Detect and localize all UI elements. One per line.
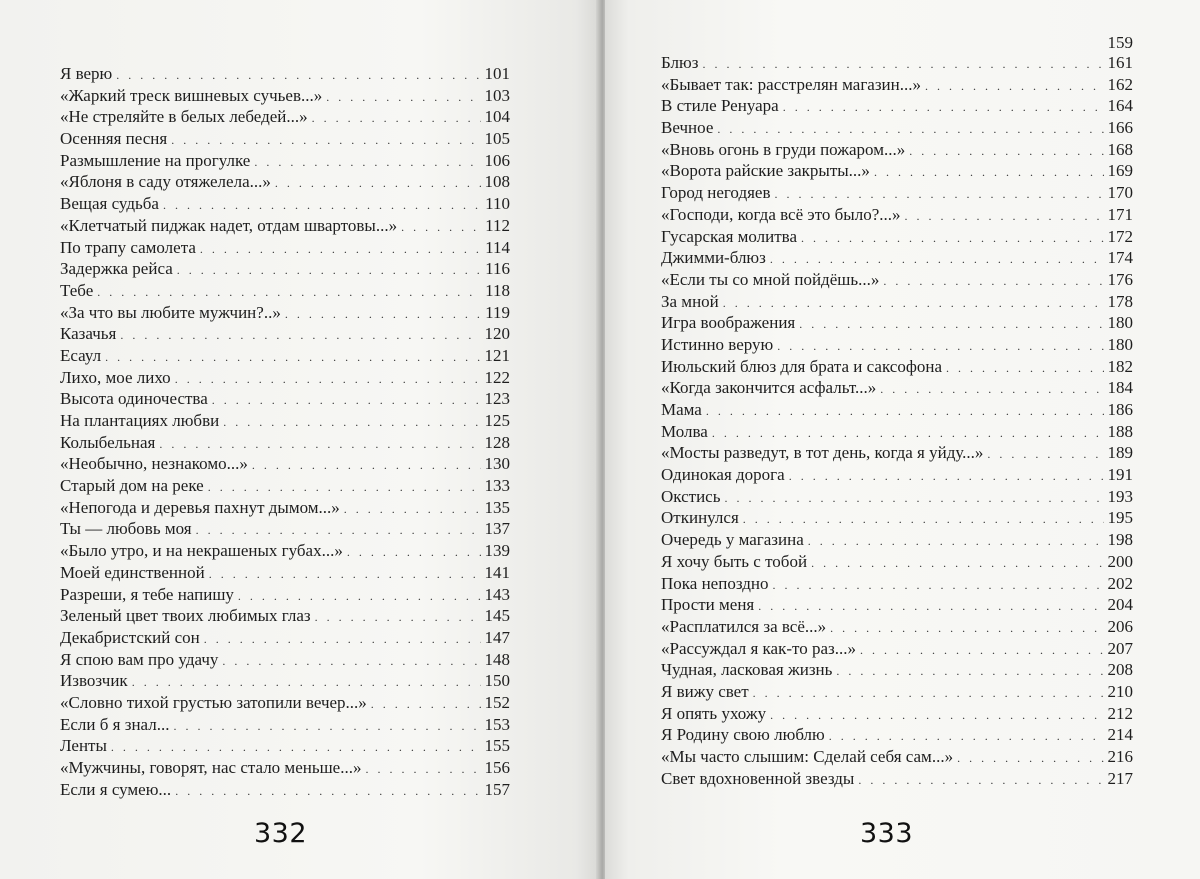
- toc-entry: [661, 291, 1133, 313]
- toc-leader-dots: [723, 293, 1104, 315]
- toc-entry-title: Старый дом на реке: [60, 476, 204, 496]
- toc-entry-page: 133: [484, 476, 510, 496]
- toc-entry-title: В стиле Ренуара: [661, 96, 779, 116]
- toc-entry: [661, 573, 1133, 595]
- toc-entry-title: «Жаркий треск вишневых сучьев...»: [60, 85, 323, 105]
- toc-entry: [661, 52, 1133, 74]
- toc-entry-page: 103: [484, 85, 510, 105]
- toc-entry-page: 112: [485, 215, 510, 235]
- toc-entry-page: 202: [1107, 573, 1133, 593]
- toc-entry: [60, 692, 510, 714]
- toc-entry-page: 193: [1107, 486, 1133, 506]
- toc-entry-title: Я верю: [60, 64, 113, 83]
- toc-entry-page: 210: [1107, 681, 1133, 701]
- toc-entry: [60, 150, 510, 172]
- toc-leader-dots: [223, 412, 480, 434]
- toc-entry-page: 130: [484, 454, 510, 474]
- toc-entry: [661, 594, 1133, 616]
- toc-leader-dots: [909, 141, 1103, 163]
- toc-entry-title: Казачья: [60, 324, 117, 344]
- toc-entry-page: 186: [1107, 400, 1133, 419]
- toc-entry: [661, 247, 1133, 269]
- toc-entry-page: 120: [484, 324, 510, 344]
- toc-entry-title: Я вижу свет: [661, 681, 749, 701]
- toc-entry-title: Разреши, я тебе напишу: [60, 584, 234, 604]
- toc-entry-title: Тебе: [60, 280, 94, 300]
- toc-leader-dots: [724, 488, 1103, 510]
- toc-entry-page: 101: [484, 64, 510, 83]
- toc-entry-page: 153: [484, 714, 510, 734]
- toc-entry-title: «Расплатился за всё...»: [661, 616, 827, 636]
- toc-entry-page: 200: [1107, 551, 1133, 571]
- toc-entry-page: 172: [1107, 226, 1133, 246]
- toc-entry-page: 189: [1107, 443, 1133, 463]
- toc-entry-page: 108: [484, 172, 510, 192]
- toc-entry: [60, 432, 510, 454]
- toc-leader-dots: [344, 499, 481, 521]
- toc-entry: [60, 345, 510, 367]
- toc-entry: [661, 160, 1133, 182]
- toc-entry-page: 180: [1107, 334, 1133, 354]
- toc-entry-page: 178: [1107, 291, 1133, 311]
- toc-entry-page: 139: [484, 541, 510, 561]
- toc-entry-page: 143: [484, 584, 510, 604]
- toc-continuation-page: 159: [1107, 33, 1133, 52]
- toc-entry: [60, 193, 510, 215]
- toc-entry-title: Моей единственной: [60, 562, 205, 582]
- toc-entry-title: Истинно верую: [661, 334, 774, 354]
- toc-entry-title: Если я сумею...: [60, 779, 172, 799]
- toc-leader-dots: [743, 509, 1104, 531]
- toc-entry: [60, 258, 510, 280]
- toc-entry: [661, 638, 1133, 660]
- toc-entry: [661, 442, 1133, 464]
- toc-entry: [60, 562, 510, 584]
- toc-entry-page: 207: [1107, 638, 1133, 658]
- toc-entry-title: Колыбельная: [60, 432, 156, 452]
- toc-leader-dots: [371, 694, 481, 716]
- toc-entry-title: Игра воображения: [661, 313, 796, 333]
- toc-leader-dots: [858, 770, 1103, 792]
- toc-leader-dots: [830, 618, 1103, 640]
- toc-entry-page: 216: [1107, 747, 1133, 766]
- toc-entry-title: Если б я знал...: [60, 714, 170, 734]
- toc-entry-title: За мной: [661, 291, 719, 311]
- toc-entry-page: 214: [1107, 725, 1133, 745]
- toc-leader-dots: [209, 564, 481, 586]
- toc-entry-title: Окстись: [661, 486, 721, 506]
- toc-leader-dots: [753, 683, 1104, 705]
- toc-entry-title: По трапу самолета: [60, 237, 196, 257]
- toc-entry-title: Я спою вам про удачу: [60, 649, 219, 669]
- toc-leader-dots: [880, 379, 1103, 401]
- toc-entry-title: Город негодяев: [661, 183, 771, 203]
- toc-leader-dots: [365, 759, 480, 781]
- toc-entry-page: 182: [1107, 356, 1133, 376]
- toc-entry-page: 191: [1107, 465, 1133, 485]
- toc-entry: [60, 649, 510, 671]
- toc-entry-title: «За что вы любите мужчин?..»: [60, 302, 281, 322]
- toc-entry: [60, 605, 510, 627]
- toc-leader-dots: [717, 119, 1103, 141]
- toc-entry: [661, 529, 1133, 551]
- toc-entry: [661, 356, 1133, 378]
- toc-entry-title: «Господи, когда всё это было?...»: [661, 204, 901, 224]
- toc-entry: [661, 399, 1133, 421]
- toc-entry-page: 125: [484, 411, 510, 430]
- toc-entry-title: Блюз: [661, 53, 699, 72]
- toc-entry-page: 176: [1107, 269, 1133, 289]
- toc-leader-dots: [801, 228, 1103, 250]
- toc-leader-dots: [860, 640, 1104, 662]
- toc-entry: [661, 334, 1133, 356]
- toc-entry: [60, 388, 510, 410]
- toc-leader-dots: [120, 325, 480, 347]
- toc-entry: [60, 714, 510, 736]
- toc-entry-title: Осенняя песня: [60, 129, 168, 149]
- toc-entry: [661, 507, 1133, 529]
- toc-entry-page: 121: [484, 345, 510, 365]
- toc-entry: [60, 280, 510, 302]
- toc-entry-page: 217: [1107, 768, 1133, 788]
- toc-entry-title: Вечное: [661, 118, 714, 138]
- toc-entry: [661, 768, 1133, 790]
- toc-entry: [661, 182, 1133, 204]
- toc-entry-title: «Бывает так: расстрелян магазин...»: [661, 74, 922, 94]
- toc-entry: [60, 367, 510, 389]
- toc-entry-page: 116: [485, 259, 510, 279]
- toc-entry-title: Вещая судьба: [60, 194, 159, 214]
- toc-entry-title: Задержка рейса: [60, 259, 173, 279]
- toc-entry-page: 145: [484, 606, 510, 626]
- toc-leader-dots: [171, 130, 480, 152]
- toc-entry: [661, 681, 1133, 703]
- toc-leader-dots: [204, 629, 481, 651]
- toc-entry-page: 123: [484, 389, 510, 409]
- toc-entry: [60, 518, 510, 540]
- toc-entry-title: «Непогода и деревья пахнут дымом...»: [60, 497, 340, 517]
- page-number-left: 332: [254, 818, 308, 849]
- toc-leader-dots: [326, 87, 480, 109]
- toc-entry: [661, 117, 1133, 139]
- toc-entry-page: 162: [1107, 74, 1133, 94]
- toc-leader-dots: [925, 76, 1103, 98]
- toc-entry-title: «Рассуждал я как-то раз...»: [661, 638, 856, 658]
- toc-entry: [60, 670, 510, 692]
- toc-entry-page: 157: [484, 779, 510, 799]
- toc-leader-dots: [808, 531, 1104, 553]
- toc-entry: [661, 724, 1133, 746]
- toc-entry-page: 204: [1107, 595, 1133, 615]
- toc-entry-title: Откинулся: [661, 508, 739, 528]
- toc-entry: [60, 106, 510, 128]
- table-of-contents-right: [661, 33, 1133, 789]
- toc-leader-dots: [770, 249, 1104, 271]
- toc-entry-title: Размышление на прогулке: [60, 150, 251, 170]
- toc-entry: [60, 584, 510, 606]
- toc-entry-page: 184: [1107, 378, 1133, 398]
- toc-entry: [661, 269, 1133, 291]
- toc-entry-page: 152: [484, 692, 510, 712]
- toc-leader-dots: [222, 651, 480, 673]
- toc-leader-dots: [208, 477, 481, 499]
- toc-leader-dots: [285, 304, 481, 326]
- toc-entry-title: Свет вдохновенной звезды: [661, 768, 855, 788]
- toc-entry-page: 148: [484, 649, 510, 669]
- toc-entry-title: «Если ты со мной пойдёшь...»: [661, 269, 880, 289]
- toc-entry: [661, 421, 1133, 443]
- toc-entry: [60, 757, 510, 779]
- toc-entry: [60, 85, 510, 107]
- toc-leader-dots: [173, 716, 480, 738]
- table-of-contents-left: [60, 63, 510, 800]
- toc-entry-title: Извозчик: [60, 671, 128, 691]
- toc-leader-dots: [200, 239, 481, 261]
- toc-entry-page: 195: [1107, 508, 1133, 528]
- toc-entry-page: 156: [484, 758, 510, 777]
- toc-entry-title: Декабристский сон: [60, 627, 200, 647]
- toc-entry-page: 105: [484, 129, 510, 149]
- toc-entry-title: «Ворота райские закрыты...»: [661, 161, 870, 181]
- toc-leader-dots: [799, 314, 1103, 336]
- toc-entry: [661, 95, 1133, 117]
- toc-entry: [60, 453, 510, 475]
- toc-entry-title: «Мы часто слышим: Сделай себя сам...»: [661, 747, 954, 766]
- toc-entry-page: 170: [1107, 183, 1133, 203]
- toc-entry: [60, 171, 510, 193]
- toc-entry-page: 164: [1107, 96, 1133, 116]
- toc-entry-title: «Не стреляйте в белых лебедей...»: [60, 107, 308, 127]
- toc-leader-dots: [829, 726, 1104, 748]
- toc-entry: [661, 74, 1133, 96]
- toc-entry-title: Я опять ухожу: [661, 703, 767, 723]
- toc-entry-title: Лихо, мое лихо: [60, 367, 171, 387]
- toc-entry-page: 188: [1107, 421, 1133, 441]
- toc-leader-dots: [957, 748, 1103, 770]
- toc-entry-page: 104: [484, 107, 510, 127]
- toc-entry: [60, 410, 510, 432]
- toc-entry: [60, 540, 510, 562]
- toc-entry-page: 114: [485, 237, 510, 257]
- toc-leader-dots: [97, 282, 481, 304]
- toc-entry: [60, 215, 510, 237]
- toc-entry-page: 161: [1107, 53, 1133, 72]
- toc-entry: [661, 551, 1133, 573]
- toc-entry-page: 171: [1107, 204, 1133, 224]
- toc-leader-dots: [946, 358, 1104, 380]
- right-page: [605, 0, 1200, 879]
- toc-leader-dots: [874, 162, 1104, 184]
- toc-entry-title: «Мосты разведут, в тот день, когда я уйду...»: [661, 443, 984, 463]
- toc-entry-title: «Мужчины, говорят, нас стало меньше...»: [60, 758, 362, 777]
- toc-leader-dots: [238, 586, 481, 608]
- toc-entry: [661, 703, 1133, 725]
- toc-entry-title: Джимми-блюз: [661, 248, 766, 268]
- toc-leader-dots: [702, 54, 1103, 76]
- toc-entry: [661, 226, 1133, 248]
- toc-leader-dots: [836, 661, 1103, 683]
- toc-leader-dots: [777, 336, 1103, 358]
- toc-entry-page: 180: [1107, 313, 1133, 333]
- toc-entry-page: 169: [1107, 161, 1133, 181]
- toc-entry: [661, 139, 1133, 161]
- toc-entry: [661, 746, 1133, 768]
- toc-leader-dots: [706, 401, 1104, 423]
- toc-leader-dots: [347, 542, 481, 564]
- toc-entry-page: 106: [484, 150, 510, 170]
- toc-leader-dots: [775, 184, 1104, 206]
- toc-entry: [60, 302, 510, 324]
- toc-entry-title: «Словно тихой грустью затопили вечер...»: [60, 692, 367, 712]
- toc-entry-title: Ленты: [60, 736, 107, 756]
- toc-entry-page: 174: [1107, 248, 1133, 268]
- toc-entry-title: Я Родину свою люблю: [661, 725, 825, 745]
- toc-entry: [661, 486, 1133, 508]
- toc-entry-title: Зеленый цвет твоих любимых глаз: [60, 606, 311, 626]
- toc-entry-page: 212: [1107, 703, 1133, 723]
- toc-entry-title: Пока непоздно: [661, 573, 769, 593]
- toc-leader-dots: [770, 705, 1103, 727]
- toc-entry-page: 110: [485, 194, 510, 214]
- toc-leader-dots: [116, 65, 480, 87]
- page-number-right: 333: [860, 818, 914, 849]
- toc-entry-page: 135: [484, 497, 510, 517]
- toc-entry: [60, 475, 510, 497]
- toc-leader-dots: [175, 369, 481, 391]
- toc-entry-title: «Необычно, незнакомо...»: [60, 454, 248, 474]
- toc-entry-title: Я хочу быть с тобой: [661, 551, 808, 571]
- toc-entry: [60, 323, 510, 345]
- toc-entry-title: Ты — любовь моя: [60, 519, 192, 539]
- toc-leader-dots: [315, 607, 481, 629]
- toc-entry: [661, 312, 1133, 334]
- toc-entry-title: Гусарская молитва: [661, 226, 798, 246]
- toc-entry: [60, 237, 510, 259]
- toc-leader-dots: [905, 206, 1104, 228]
- toc-entry-title: «Когда закончится асфальт...»: [661, 378, 877, 398]
- toc-entry-title: На плантациях любви: [60, 411, 220, 430]
- toc-leader-dots: [252, 455, 481, 477]
- toc-leader-dots: [811, 553, 1103, 575]
- toc-entry-page: 166: [1107, 118, 1133, 138]
- toc-entry-page: 141: [484, 562, 510, 582]
- toc-entry-title: «Клетчатый пиджак надет, отдам швартовы...»: [60, 215, 398, 235]
- toc-entry-page: 198: [1107, 530, 1133, 550]
- toc-entry-title: Есаул: [60, 345, 102, 365]
- toc-leader-dots: [987, 444, 1103, 466]
- toc-entry-title: Мама: [661, 400, 702, 419]
- toc-leader-dots: [712, 423, 1104, 445]
- toc-leader-dots: [132, 672, 481, 694]
- toc-entry: [60, 497, 510, 519]
- toc-entry-title: Молва: [661, 421, 708, 441]
- toc-entry-page: 168: [1107, 139, 1133, 159]
- toc-entry-page: 150: [484, 671, 510, 691]
- toc-entry-page: 122: [484, 367, 510, 387]
- toc-leader-dots: [196, 520, 481, 542]
- toc-leader-dots: [105, 347, 480, 369]
- toc-entry-title: Июльский блюз для брата и саксофона: [661, 356, 942, 376]
- toc-entry-title: Прости меня: [661, 595, 755, 615]
- toc-entry-title: Одинокая дорога: [661, 465, 785, 485]
- toc-entry: [60, 128, 510, 150]
- toc-entry: [661, 204, 1133, 226]
- toc-entry-page: 137: [484, 519, 510, 539]
- toc-entry-page: 155: [484, 736, 510, 756]
- toc-entry-page: 206: [1107, 616, 1133, 636]
- toc-leader-dots: [159, 434, 480, 456]
- toc-entry: [661, 616, 1133, 638]
- toc-entry-title: «Яблоня в саду отяжелела...»: [60, 172, 271, 192]
- toc-leader-dots: [783, 97, 1104, 119]
- toc-leader-dots: [163, 195, 481, 217]
- toc-leader-dots: [758, 596, 1103, 618]
- toc-entry-title: «Вновь огонь в груди пожаром...»: [661, 139, 906, 159]
- toc-entry-page: 208: [1107, 660, 1133, 680]
- toc-leader-dots: [883, 271, 1103, 293]
- toc-leader-dots: [175, 781, 480, 803]
- toc-leader-dots: [177, 260, 481, 282]
- toc-leader-dots: [401, 217, 481, 239]
- toc-leader-dots: [275, 173, 481, 195]
- toc-leader-dots: [212, 390, 481, 412]
- toc-leader-dots: [312, 108, 481, 130]
- toc-leader-dots: [789, 466, 1104, 488]
- toc-entry-page: 128: [484, 432, 510, 452]
- toc-entry-title: Чудная, ласковая жизнь: [661, 660, 833, 680]
- toc-entry-title: Очередь у магазина: [661, 530, 804, 550]
- toc-entry-page: 119: [485, 302, 510, 322]
- toc-entry-title: «Было утро, и на некрашеных губах...»: [60, 541, 343, 561]
- toc-leader-dots: [772, 575, 1103, 597]
- toc-entry: [661, 464, 1133, 486]
- toc-entry: [60, 779, 510, 801]
- toc-entry-page: 118: [485, 280, 510, 300]
- toc-entry: [661, 377, 1133, 399]
- toc-entry: [60, 627, 510, 649]
- toc-leader-dots: [254, 152, 480, 174]
- toc-entry: [60, 63, 510, 85]
- toc-entry-title: Высота одиночества: [60, 389, 208, 409]
- toc-entry: [661, 659, 1133, 681]
- toc-entry-page: 147: [484, 627, 510, 647]
- toc-leader-dots: [111, 737, 481, 759]
- toc-entry: [60, 735, 510, 757]
